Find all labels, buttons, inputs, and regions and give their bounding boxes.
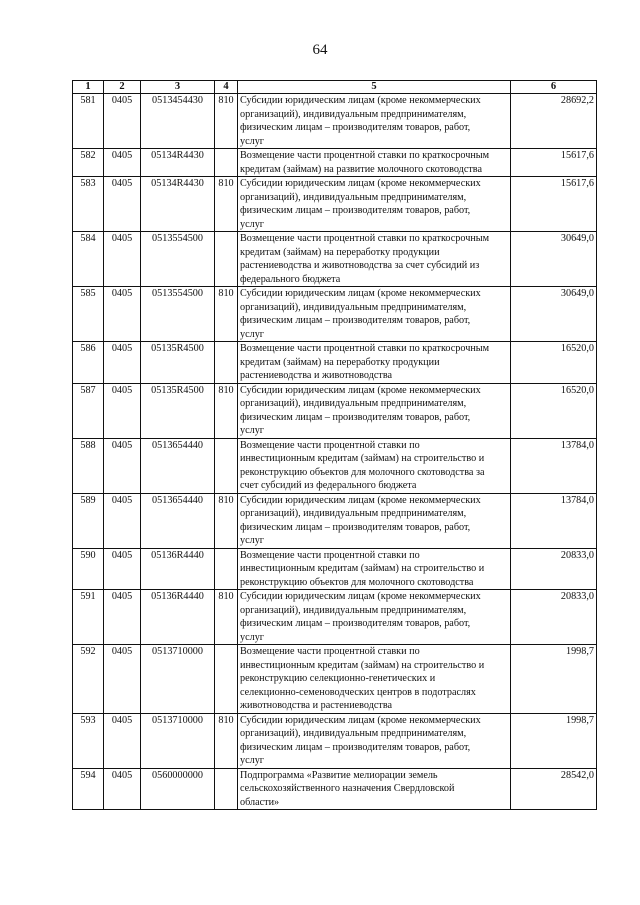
table-header bbox=[73, 81, 597, 94]
section-code-cell: 0405 bbox=[104, 713, 141, 768]
description-line: Субсидии юридическим лицам (кроме некоммерческих bbox=[240, 591, 481, 602]
target-code-cell: 05136R4440 bbox=[141, 590, 215, 645]
description-line: услуг bbox=[240, 328, 264, 340]
description-line: области» bbox=[240, 796, 280, 808]
description-line: кредитам (займам) на переработку продукции bbox=[240, 246, 440, 258]
expense-type-cell: 810 bbox=[215, 493, 238, 548]
header-col-4: 4 bbox=[215, 81, 238, 94]
section-code-cell: 0405 bbox=[104, 768, 141, 810]
target-code-cell: 0513654440 bbox=[141, 438, 215, 493]
table-row bbox=[73, 438, 597, 493]
expense-type-cell bbox=[215, 438, 238, 493]
table-row bbox=[73, 383, 597, 438]
description-line: растениеводства и животноводства за счет субсидий из bbox=[240, 260, 480, 271]
section-code-cell: 0405 bbox=[104, 94, 141, 149]
description-cell bbox=[238, 342, 511, 384]
description-line: организаций), индивидуальным предпринимателям, bbox=[240, 191, 467, 203]
table-row bbox=[73, 590, 597, 645]
amount-cell: 30649,0 bbox=[511, 287, 597, 342]
description-line: Возмещение части процентной ставки по краткосрочным bbox=[240, 343, 490, 354]
table-row bbox=[73, 548, 597, 590]
amount-cell: 16520,0 bbox=[511, 342, 597, 384]
description-line: физическим лицам – производителям товаров, работ, bbox=[240, 122, 471, 133]
description-line: сельскохозяйственного назначения Свердловской bbox=[240, 783, 455, 794]
expense-type-cell: 810 bbox=[215, 94, 238, 149]
target-code-cell: 05134R4430 bbox=[141, 177, 215, 232]
expense-type-cell: 810 bbox=[215, 713, 238, 768]
table-row bbox=[73, 645, 597, 714]
expense-type-cell bbox=[215, 342, 238, 384]
description-line: организаций), индивидуальным предпринимателям, bbox=[240, 398, 467, 409]
expense-type-cell bbox=[215, 645, 238, 714]
header-col-1: 1 bbox=[73, 81, 104, 94]
target-code-cell: 05136R4440 bbox=[141, 548, 215, 590]
description-line: инвестиционным кредитам (займам) на строительство и bbox=[240, 563, 485, 574]
section-code-cell: 0405 bbox=[104, 438, 141, 493]
table-row bbox=[73, 713, 597, 768]
description-line: Возмещение части процентной ставки по краткосрочным bbox=[240, 150, 490, 161]
description-line: услуг bbox=[240, 755, 264, 766]
description-line: услуг bbox=[240, 631, 264, 643]
description-line: организаций), индивидуальным предпринимателям, bbox=[240, 508, 467, 519]
row-number-cell: 591 bbox=[73, 590, 104, 645]
row-number-cell: 593 bbox=[73, 713, 104, 768]
description-line: Субсидии юридическим лицам (кроме некоммерческих bbox=[240, 288, 481, 299]
expense-type-cell: 810 bbox=[215, 287, 238, 342]
amount-cell: 13784,0 bbox=[511, 438, 597, 493]
description-line: Субсидии юридическим лицам (кроме некоммерческих bbox=[240, 494, 481, 506]
amount-cell: 13784,0 bbox=[511, 493, 597, 548]
section-code-cell: 0405 bbox=[104, 342, 141, 384]
section-code-cell: 0405 bbox=[104, 493, 141, 548]
amount-cell: 1998,7 bbox=[511, 713, 597, 768]
row-number-cell: 594 bbox=[73, 768, 104, 810]
description-line: физическим лицам – производителям товаров, работ, bbox=[240, 521, 471, 533]
amount-cell: 20833,0 bbox=[511, 548, 597, 590]
description-line: Возмещение части процентной ставки по краткосрочным bbox=[240, 233, 490, 244]
description-line: организаций), индивидуальным предпринимателям, bbox=[240, 301, 467, 313]
expense-type-cell: 810 bbox=[215, 590, 238, 645]
amount-cell: 15617,6 bbox=[511, 149, 597, 177]
amount-cell: 1998,7 bbox=[511, 645, 597, 714]
amount-cell: 30649,0 bbox=[511, 232, 597, 287]
description-line: кредитам (займам) на переработку продукции bbox=[240, 356, 440, 368]
expense-type-cell: 810 bbox=[215, 383, 238, 438]
row-number-cell: 586 bbox=[73, 342, 104, 384]
row-number-cell: 585 bbox=[73, 287, 104, 342]
page-number: 64 bbox=[312, 42, 328, 58]
section-code-cell: 0405 bbox=[104, 590, 141, 645]
expense-type-cell bbox=[215, 768, 238, 810]
amount-cell: 20833,0 bbox=[511, 590, 597, 645]
description-line: Возмещение части процентной ставки по bbox=[240, 646, 420, 657]
description-cell bbox=[238, 590, 511, 645]
section-code-cell: 0405 bbox=[104, 149, 141, 177]
description-line: физическим лицам – производителям товаров, работ, bbox=[240, 315, 471, 326]
expense-type-cell bbox=[215, 149, 238, 177]
description-line: Возмещение части процентной ставки по bbox=[240, 549, 420, 561]
row-number-cell: 587 bbox=[73, 383, 104, 438]
description-line: счет субсидий из федерального бюджета bbox=[240, 480, 417, 491]
description-line: федерального бюджета bbox=[240, 273, 341, 285]
row-number-cell: 581 bbox=[73, 94, 104, 149]
description-line: Субсидии юридическим лицам (кроме некоммерческих bbox=[240, 178, 481, 189]
table-row bbox=[73, 768, 597, 810]
section-code-cell: 0405 bbox=[104, 287, 141, 342]
section-code-cell: 0405 bbox=[104, 177, 141, 232]
section-code-cell: 0405 bbox=[104, 232, 141, 287]
description-line: услуг bbox=[240, 425, 264, 436]
section-code-cell: 0405 bbox=[104, 383, 141, 438]
row-number-cell: 583 bbox=[73, 177, 104, 232]
target-code-cell: 0513554500 bbox=[141, 232, 215, 287]
description-line: Субсидии юридическим лицам (кроме некоммерческих bbox=[240, 95, 481, 106]
description-line: Подпрограмма «Развитие мелиорации земель bbox=[240, 769, 438, 781]
section-code-cell: 0405 bbox=[104, 548, 141, 590]
description-line: физическим лицам – производителям товаров, работ, bbox=[240, 411, 471, 423]
description-cell bbox=[238, 287, 511, 342]
target-code-cell: 0513710000 bbox=[141, 645, 215, 714]
target-code-cell: 0513654440 bbox=[141, 493, 215, 548]
target-code-cell: 0560000000 bbox=[141, 768, 215, 810]
description-line: животноводства и растениеводства bbox=[240, 700, 393, 711]
header-col-2: 2 bbox=[104, 81, 141, 94]
description-cell bbox=[238, 383, 511, 438]
table-row bbox=[73, 493, 597, 548]
description-line: физическим лицам – производителям товаров, работ, bbox=[240, 205, 471, 216]
target-code-cell: 05135R4500 bbox=[141, 342, 215, 384]
table-row bbox=[73, 177, 597, 232]
amount-cell: 28542,0 bbox=[511, 768, 597, 810]
description-cell bbox=[238, 438, 511, 493]
description-line: реконструкцию объектов для молочного скотоводства bbox=[240, 576, 474, 588]
row-number-cell: 588 bbox=[73, 438, 104, 493]
table-row bbox=[73, 287, 597, 342]
amount-cell: 28692,2 bbox=[511, 94, 597, 149]
description-line: услуг bbox=[240, 218, 264, 230]
description-cell bbox=[238, 548, 511, 590]
description-line: организаций), индивидуальным предпринимателям, bbox=[240, 108, 467, 120]
description-line: Субсидии юридическим лицам (кроме некоммерческих bbox=[240, 714, 481, 726]
description-line: селекционно-семеноводческих центров в подотраслях bbox=[240, 686, 476, 698]
description-line: кредитам (займам) на развитие молочного скотоводства bbox=[240, 163, 483, 175]
description-cell bbox=[238, 713, 511, 768]
description-cell bbox=[238, 232, 511, 287]
description-line: инвестиционным кредитам (займам) на строительство и bbox=[240, 453, 485, 464]
description-line: физическим лицам – производителям товаров, работ, bbox=[240, 618, 471, 629]
description-line: организаций), индивидуальным предпринимателям, bbox=[240, 604, 467, 616]
description-line: организаций), индивидуальным предпринимателям, bbox=[240, 728, 467, 739]
description-line: Субсидии юридическим лицам (кроме некоммерческих bbox=[240, 384, 481, 396]
header-col-5: 5 bbox=[238, 81, 511, 94]
description-line: физическим лицам – производителям товаров, работ, bbox=[240, 741, 471, 753]
budget-table bbox=[72, 80, 597, 810]
target-code-cell: 05134R4430 bbox=[141, 149, 215, 177]
description-cell bbox=[238, 177, 511, 232]
description-line: услуг bbox=[240, 135, 264, 147]
table-row bbox=[73, 94, 597, 149]
table-body bbox=[73, 94, 597, 810]
table-row bbox=[73, 232, 597, 287]
description-cell bbox=[238, 645, 511, 714]
table-row bbox=[73, 149, 597, 177]
description-cell bbox=[238, 94, 511, 149]
section-code-cell: 0405 bbox=[104, 645, 141, 714]
description-line: услуг bbox=[240, 535, 264, 546]
description-line: реконструкцию селекционно-генетических и bbox=[240, 673, 436, 684]
target-code-cell: 0513454430 bbox=[141, 94, 215, 149]
expense-type-cell: 810 bbox=[215, 177, 238, 232]
row-number-cell: 592 bbox=[73, 645, 104, 714]
description-cell bbox=[238, 493, 511, 548]
description-line: инвестиционным кредитам (займам) на строительство и bbox=[240, 659, 485, 671]
amount-cell: 16520,0 bbox=[511, 383, 597, 438]
row-number-cell: 582 bbox=[73, 149, 104, 177]
description-line: Возмещение части процентной ставки по bbox=[240, 439, 420, 451]
expense-type-cell bbox=[215, 232, 238, 287]
header-col-3: 3 bbox=[141, 81, 215, 94]
row-number-cell: 584 bbox=[73, 232, 104, 287]
amount-cell: 15617,6 bbox=[511, 177, 597, 232]
target-code-cell: 0513554500 bbox=[141, 287, 215, 342]
table-row bbox=[73, 342, 597, 384]
target-code-cell: 0513710000 bbox=[141, 713, 215, 768]
expense-type-cell bbox=[215, 548, 238, 590]
description-line: растениеводства и животноводства bbox=[240, 370, 393, 381]
description-line: реконструкцию объектов для молочного скотоводства за bbox=[240, 466, 485, 478]
row-number-cell: 590 bbox=[73, 548, 104, 590]
description-cell bbox=[238, 768, 511, 810]
target-code-cell: 05135R4500 bbox=[141, 383, 215, 438]
row-number-cell: 589 bbox=[73, 493, 104, 548]
header-col-6: 6 bbox=[511, 81, 597, 94]
header-row bbox=[73, 81, 597, 94]
description-cell bbox=[238, 149, 511, 177]
